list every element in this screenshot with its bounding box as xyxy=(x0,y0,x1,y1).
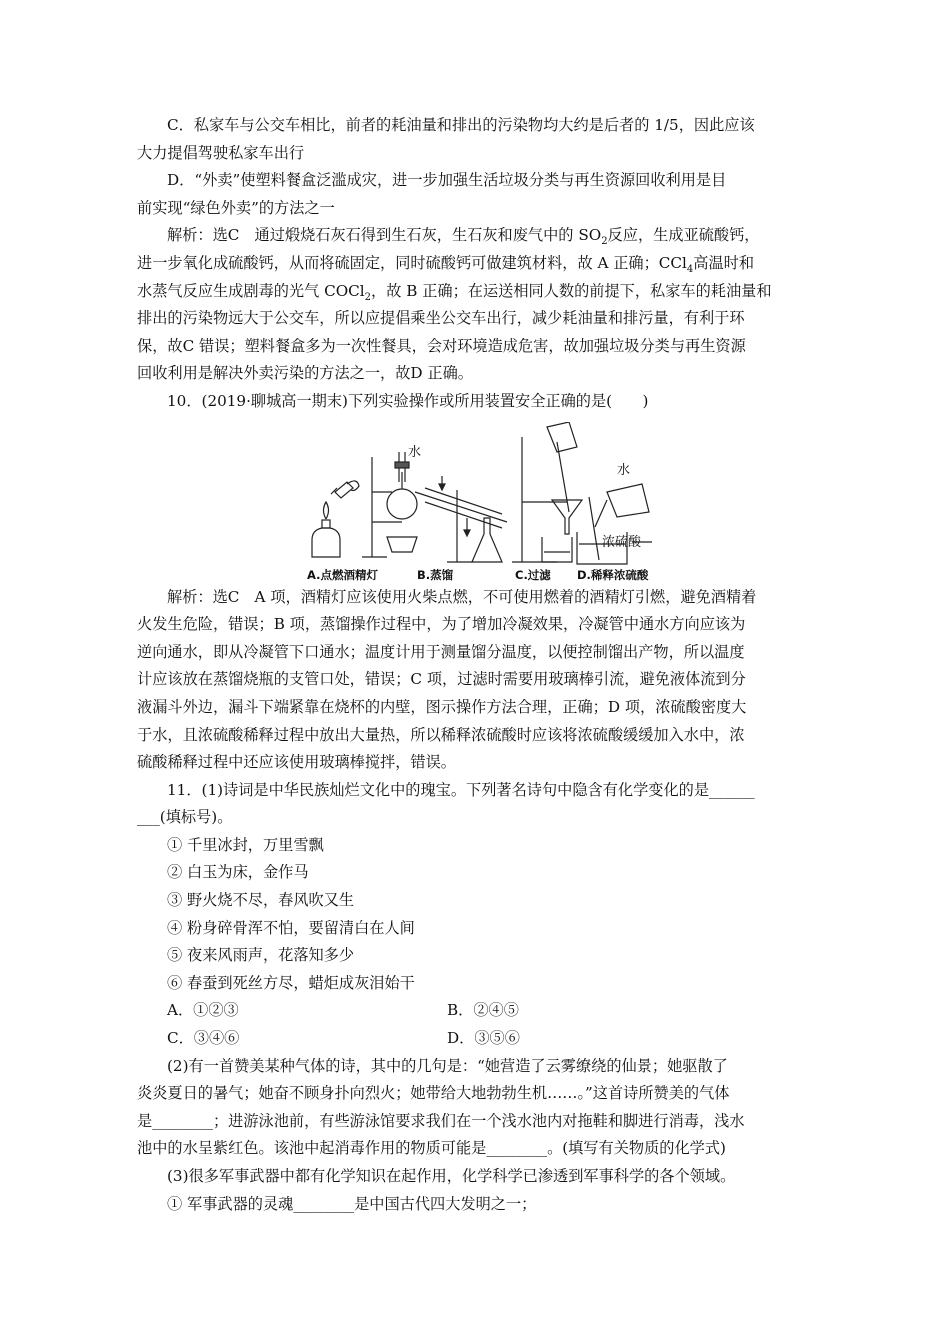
q11-part1-stem: 11．(1)诗词是中华民族灿烂文化中的瑰宝。下列著名诗句中隐含有化学变化的是______ xyxy=(167,780,755,799)
q9-option-c: C．私家车与公交车相比，前者的耗油量和排出的污染物均大约是后者的 1/5，因此应该 xyxy=(167,116,755,134)
label-conc-sulfuric-acid: 浓硫酸 xyxy=(602,534,642,550)
q11-options-row xyxy=(137,997,815,1025)
q11-option-b: B．②④⑤ xyxy=(447,1001,519,1020)
q9-analysis-line: 解析：选C 通过煅烧石灰石得到生石灰，生石灰和废气中的 $SO_2$反应，生成亚硫酸钙， xyxy=(167,226,760,248)
q11-options-row xyxy=(137,1025,815,1053)
q9-analysis-line: 回收利用是解决外卖污染的方法之一，故D 正确。 xyxy=(137,364,473,383)
q11-poem-item: ③ 野火烧不尽，春风吹又生 xyxy=(167,891,355,910)
q11-poem-item: ⑥ 春蚕到死丝方尽，蜡炬成灰泪始干 xyxy=(167,973,415,992)
q11-part3-line: ① 军事武器的灵魂________是中国古代四大发明之一； xyxy=(167,1194,537,1213)
q11-option-d: D．③⑤⑥ xyxy=(447,1029,520,1048)
q11-option-c: C．③④⑥ xyxy=(167,1029,240,1048)
caption-c: C.过滤 xyxy=(515,567,551,582)
q11-option-a: A．①②③ xyxy=(167,1001,239,1020)
filtration-apparatus-c-icon xyxy=(512,422,582,562)
q11-part1-stem-cont: ___(填标号)。 xyxy=(137,808,233,827)
q9-analysis-line: 排出的污染物远大于公交车，所以应提倡乘坐公交车出行，减少耗油量和排污量，有利于环 xyxy=(137,309,745,328)
q10-analysis-line: 液漏斗外边，漏斗下端紧靠在烧杯的内壁，图示操作方法合理，正确；D 项，浓硫酸密度大 xyxy=(137,697,747,716)
label-water-b: 水 xyxy=(408,444,422,460)
q10-apparatus-figure xyxy=(137,422,815,582)
q11-part2-line: 炎炎夏日的暑气；她奋不顾身扑向烈火；她带给大地勃勃生机……。”这首诗所赞美的气体 xyxy=(137,1084,730,1103)
distillation-apparatus-b-icon xyxy=(362,452,507,562)
q11-poem-item: ⑤ 夜来风雨声，花落知多少 xyxy=(167,946,355,965)
q10-analysis-line: 火发生危险，错误；B 项，蒸馏操作过程中，为了增加冷凝效果，冷凝管中通水方向应该为 xyxy=(137,615,746,634)
q10-analysis-line: 于水，且浓硫酸稀释过程中放出大量热，所以稀释浓硫酸时应该将浓硫酸缓缓加入水中，浓 xyxy=(137,725,745,744)
q10-analysis-line: 逆向通水，即从冷凝管下口通水；温度计用于测量馏分温度，以便控制馏出产物，所以温度 xyxy=(137,642,745,661)
q10-analysis-line: 计应该放在蒸馏烧瓶的支管口处，错误；C 项，过滤时需要用玻璃棒引流，避免液体流到分 xyxy=(137,670,746,689)
q11-poem-item: ② 白玉为床，金作马 xyxy=(167,863,309,882)
document-page xyxy=(137,112,815,1218)
q11-part3-line: (3)很多军事武器中都有化学知识在起作用，化学科学已渗透到军事科学的各个领域。 xyxy=(167,1167,736,1185)
q11-part2-line: (2)有一首赞美某种气体的诗，其中的几句是：“她营造了云雾缭绕的仙景；她驱散了 xyxy=(167,1056,728,1075)
q11-part2-line: 池中的水呈紫红色。该池中起消毒作用的物质可能是________。(填写有关物质的化学式) xyxy=(137,1139,726,1158)
q11-part2-line: 是________；进游泳池前，有些游泳馆要求我们在一个浅水池内对拖鞋和脚进行消毒，浅水 xyxy=(137,1111,745,1130)
q10-analysis-line: 解析：选C A 项，酒精灯应该使用火柴点燃，不可使用燃着的酒精灯引燃，避免酒精着 xyxy=(167,587,757,606)
q11-poem-item: ④ 粉身碎骨浑不怕，要留清白在人间 xyxy=(167,918,415,937)
caption-a: A.点燃酒精灯 xyxy=(307,567,378,582)
q11-poem-item: ① 千里冰封，万里雪飘 xyxy=(167,835,324,854)
q9-analysis-line: 保，故C 错误；塑料餐盒多为一次性餐具，会对环境造成危害，故加强垃圾分类与再生资源 xyxy=(137,336,746,355)
caption-d: D.稀释浓硫酸 xyxy=(577,567,649,582)
dilution-apparatus-d-icon xyxy=(577,484,652,564)
label-water-d: 水 xyxy=(617,462,631,478)
q9-option-d-cont: 前实现“绿色外卖”的方法之一 xyxy=(137,198,335,217)
alcohol-lamp-a-icon xyxy=(312,480,359,556)
q10-stem: 10．(2019·聊城高一期末)下列实验操作或所用装置安全正确的是( ) xyxy=(167,391,649,410)
q9-option-d: D．“外卖”使塑料餐盒泛滥成灾，进一步加强生活垃圾分类与再生资源回收利用是目 xyxy=(167,171,727,190)
caption-b: B.蒸馏 xyxy=(417,567,454,582)
q9-analysis-line: 进一步氧化成硫酸钙，从而将硫固定，同时硫酸钙可做建筑材料，故 A 正确；CCl$_4$高温时和 xyxy=(137,253,755,275)
q10-analysis-line: 硫酸稀释过程中还应该使用玻璃棒搅拌，错误。 xyxy=(137,753,456,772)
apparatus-illustration xyxy=(307,422,657,582)
q9-option-c-cont: 大力提倡驾驶私家车出行 xyxy=(137,143,305,162)
q9-analysis-line: 水蒸气反应生成剧毒的光气 COCl$_2$，故 B 正确；在运送相同人数的前提下，私家车的耗油量和 xyxy=(137,281,772,303)
